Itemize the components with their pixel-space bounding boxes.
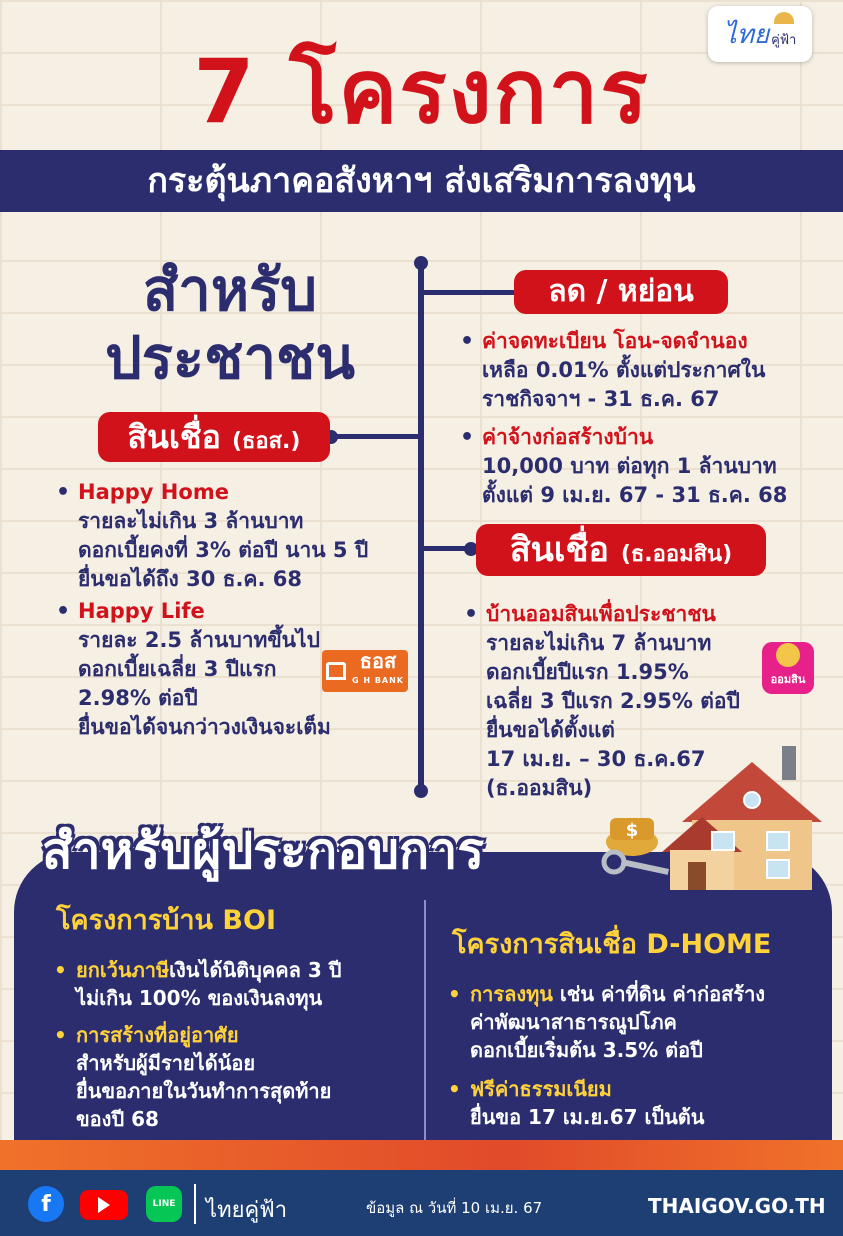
dhome-item-investment: • การลงทุน เช่น ค่าที่ดิน ค่าก่อสร้าง ค่าพัฒนาสาธารณูปโภค ดอกเบี้ยเริ่มต้น 3.5% ต่อปี	[470, 980, 820, 1064]
svg-text:$: $	[625, 820, 639, 841]
page-title: 7 โครงการ	[193, 40, 650, 143]
gsb-loan-line: ยื่นขอได้ตั้งแต่	[486, 718, 615, 742]
footer-url[interactable]: THAIGOV.GO.TH	[648, 1194, 826, 1218]
dhome-item-investment-line: ค่าพัฒนาสาธารณูปโภค	[470, 1010, 677, 1034]
boi-item-tax-highlight: ยกเว้นภาษี	[76, 958, 170, 982]
happy-life-line: รายละ 2.5 ล้านบาทขึ้นไป	[78, 628, 320, 652]
timeline-dot-top	[414, 256, 428, 270]
boi-item-housing-highlight: การสร้างที่อยู่อาศัย	[76, 1023, 239, 1047]
house-illustration	[592, 722, 842, 902]
boi-item-housing-line: ยื่นขอภายในวันทำการสุดท้าย	[76, 1079, 332, 1103]
happy-life-line: 2.98% ต่อปี	[78, 686, 198, 710]
people-heading	[60, 256, 400, 392]
footer-date: ข้อมูล ณ วันที่ 10 เม.ย. 67	[366, 1199, 543, 1217]
pill-gsb-main: สินเชื่อ	[509, 530, 609, 570]
house-icon	[662, 746, 822, 890]
registration-fee-item: • ค่าจดทะเบียน โอน-จดจำนอง เหลือ 0.01% ตั้งแต่ประกาศใน ราชกิจจาฯ - 31 ธ.ค. 67	[482, 327, 832, 414]
crown-icon	[774, 12, 794, 24]
boi-item-tax-rest: เงินได้นิติบุคคล 3 ปี	[169, 958, 342, 982]
happy-life-line: ยื่นขอได้จนกว่าวงเงินจะเต็ม	[78, 715, 331, 739]
happy-life-line: ดอกเบี้ยเฉลี่ย 3 ปีแรก	[78, 657, 277, 681]
line-icon[interactable]: LINE	[146, 1186, 182, 1222]
youtube-icon[interactable]	[80, 1190, 128, 1220]
happy-home-line: ดอกเบี้ยคงที่ 3% ต่อปี นาน 5 ปี	[78, 538, 369, 562]
dhome-item-fee-highlight: ฟรีค่าธรรมเนียม	[470, 1077, 612, 1101]
timeline-connector	[418, 262, 424, 792]
construction-cost-item: • ค่าจ้างก่อสร้างบ้าน 10,000 บาท ต่อทุก 1 ล้านบาท ตั้งแต่ 9 เม.ย. 67 - 31 ธ.ค. 68	[482, 423, 832, 510]
dhome-title: โครงการสินเชื่อ D-HOME	[452, 929, 772, 960]
registration-fee-line: เหลือ 0.01% ตั้งแต่ประกาศใน	[482, 358, 766, 382]
panel-divider	[424, 900, 426, 1150]
registration-fee-title: ค่าจดทะเบียน โอน-จดจำนอง	[482, 329, 748, 353]
pill-baac-loan	[98, 412, 330, 462]
footer-brand: ไทยคู่ฟ้า	[206, 1198, 288, 1223]
subtitle-bar: กระตุ้นภาคอสังหาฯ ส่งเสริมการลงทุน	[0, 150, 843, 212]
people-heading-line2: ประชาชน	[104, 324, 356, 392]
boi-title: โครงการบ้าน BOI	[56, 905, 276, 936]
happy-life-item: • Happy Life รายละ 2.5 ล้านบาทขึ้นไป ดอกเบี้ยเฉลี่ย 3 ปีแรก 2.98% ต่อปี ยื่นขอได้จนกว่าวงเงินจะเต็ม	[78, 597, 408, 742]
happy-home-item: • Happy Home รายละไม่เกิน 3 ล้านบาท ดอกเบี้ยคงที่ 3% ต่อปี นาน 5 ปี ยื่นขอได้ถึง 30 ธ.ค. 68	[78, 478, 408, 594]
gsb-loan-line: 17 เม.ย. – 30 ธ.ค.67	[486, 747, 706, 771]
gsb-loan-item: • บ้านออมสินเพื่อประชาชน รายละไม่เกิน 7 ล้านบาท ดอกเบี้ยปีแรก 1.95% เฉลี่ย 3 ปีแรก 2.95% ต่อปี ยื่นขอได้ตั้งแต่ 17 เม.ย. – 30 ธ.ค.67 (ธ.ออมสิน)	[486, 600, 766, 803]
boi-item-tax: • ยกเว้นภาษีเงินได้นิติบุคคล 3 ปี ไม่เกิน 100% ของเงินลงทุน	[76, 956, 406, 1012]
construction-cost-line: ตั้งแต่ 9 เม.ย. 67 - 31 ธ.ค. 68	[482, 483, 788, 507]
business-heading: สำหรับผู้ประกอบการ	[42, 822, 485, 880]
boi-item-housing-line: ของปี 68	[76, 1107, 159, 1131]
boi-item-tax-line: ไม่เกิน 100% ของเงินลงทุน	[76, 986, 323, 1010]
house-icon	[326, 662, 346, 680]
pill-baac-main: สินเชื่อ	[127, 418, 221, 456]
gsb-bank-logo	[762, 642, 814, 694]
seal-icon	[776, 643, 800, 667]
gsb-loan-line: ดอกเบี้ยปีแรก 1.95%	[486, 660, 689, 684]
pill-gsb-small: (ธ.ออมสิน)	[620, 542, 733, 567]
dhome-item-investment-highlight: การลงทุน	[470, 982, 553, 1006]
registration-fee-line: ราชกิจจาฯ - 31 ธ.ค. 67	[482, 387, 720, 411]
timeline-dot-bottom	[414, 784, 428, 798]
gsb-loan-line: รายละไม่เกิน 7 ล้านบาท	[486, 631, 712, 655]
footer-separator	[194, 1184, 196, 1224]
boi-item-housing-line: สำหรับผู้มีรายได้น้อย	[76, 1051, 256, 1075]
pill-baac-small: (ธอส.)	[231, 429, 301, 454]
ghb-logo-text: ธอส	[359, 649, 397, 673]
connector-reduce	[424, 290, 516, 295]
people-heading-line1: สำหรับ	[142, 256, 318, 324]
construction-cost-line: 10,000 บาท ต่อทุก 1 ล้านบาท	[482, 454, 777, 478]
dhome-item-fee-line: ยื่นขอ 17 เม.ย.67 เป็นต้น	[470, 1105, 705, 1129]
gsb-loan-title: บ้านออมสินเพื่อประชาชน	[486, 602, 716, 626]
boi-item-housing: • การสร้างที่อยู่อาศัย สำหรับผู้มีรายได้น้อย ยื่นขอภายในวันทำการสุดท้าย ของปี 68	[76, 1021, 406, 1133]
happy-home-line: รายละไม่เกิน 3 ล้านบาท	[78, 509, 304, 533]
pill-reduce: ลด / หย่อน	[514, 270, 728, 314]
logo-text-sub: คู่ฟ้า	[771, 32, 797, 48]
facebook-icon[interactable]: f	[28, 1186, 64, 1222]
connector-baac	[328, 434, 420, 439]
dhome-item-investment-line: ดอกเบี้ยเริ่มต้น 3.5% ต่อปี	[470, 1038, 703, 1062]
dhome-item-investment-rest: เช่น ค่าที่ดิน ค่าก่อสร้าง	[552, 982, 766, 1006]
happy-life-title: Happy Life	[78, 599, 205, 623]
gsb-loan-line: เฉลี่ย 3 ปีแรก 2.95% ต่อปี	[486, 689, 740, 713]
happy-home-title: Happy Home	[78, 480, 229, 504]
gsb-logo-text: ออมสิน	[770, 673, 806, 686]
gsb-loan-line: (ธ.ออมสิน)	[486, 776, 593, 800]
dhome-item-fee: • ฟรีค่าธรรมเนียม ยื่นขอ 17 เม.ย.67 เป็นต้น	[470, 1075, 820, 1131]
happy-home-line: ยื่นขอได้ถึง 30 ธ.ค. 68	[78, 567, 302, 591]
construction-cost-title: ค่าจ้างก่อสร้างบ้าน	[482, 425, 654, 449]
ghb-bank-logo	[322, 650, 408, 692]
ghb-logo-sub: G H BANK	[351, 676, 404, 685]
pill-gsb-loan	[476, 524, 766, 576]
logo-text-main: ไทย	[723, 19, 770, 49]
